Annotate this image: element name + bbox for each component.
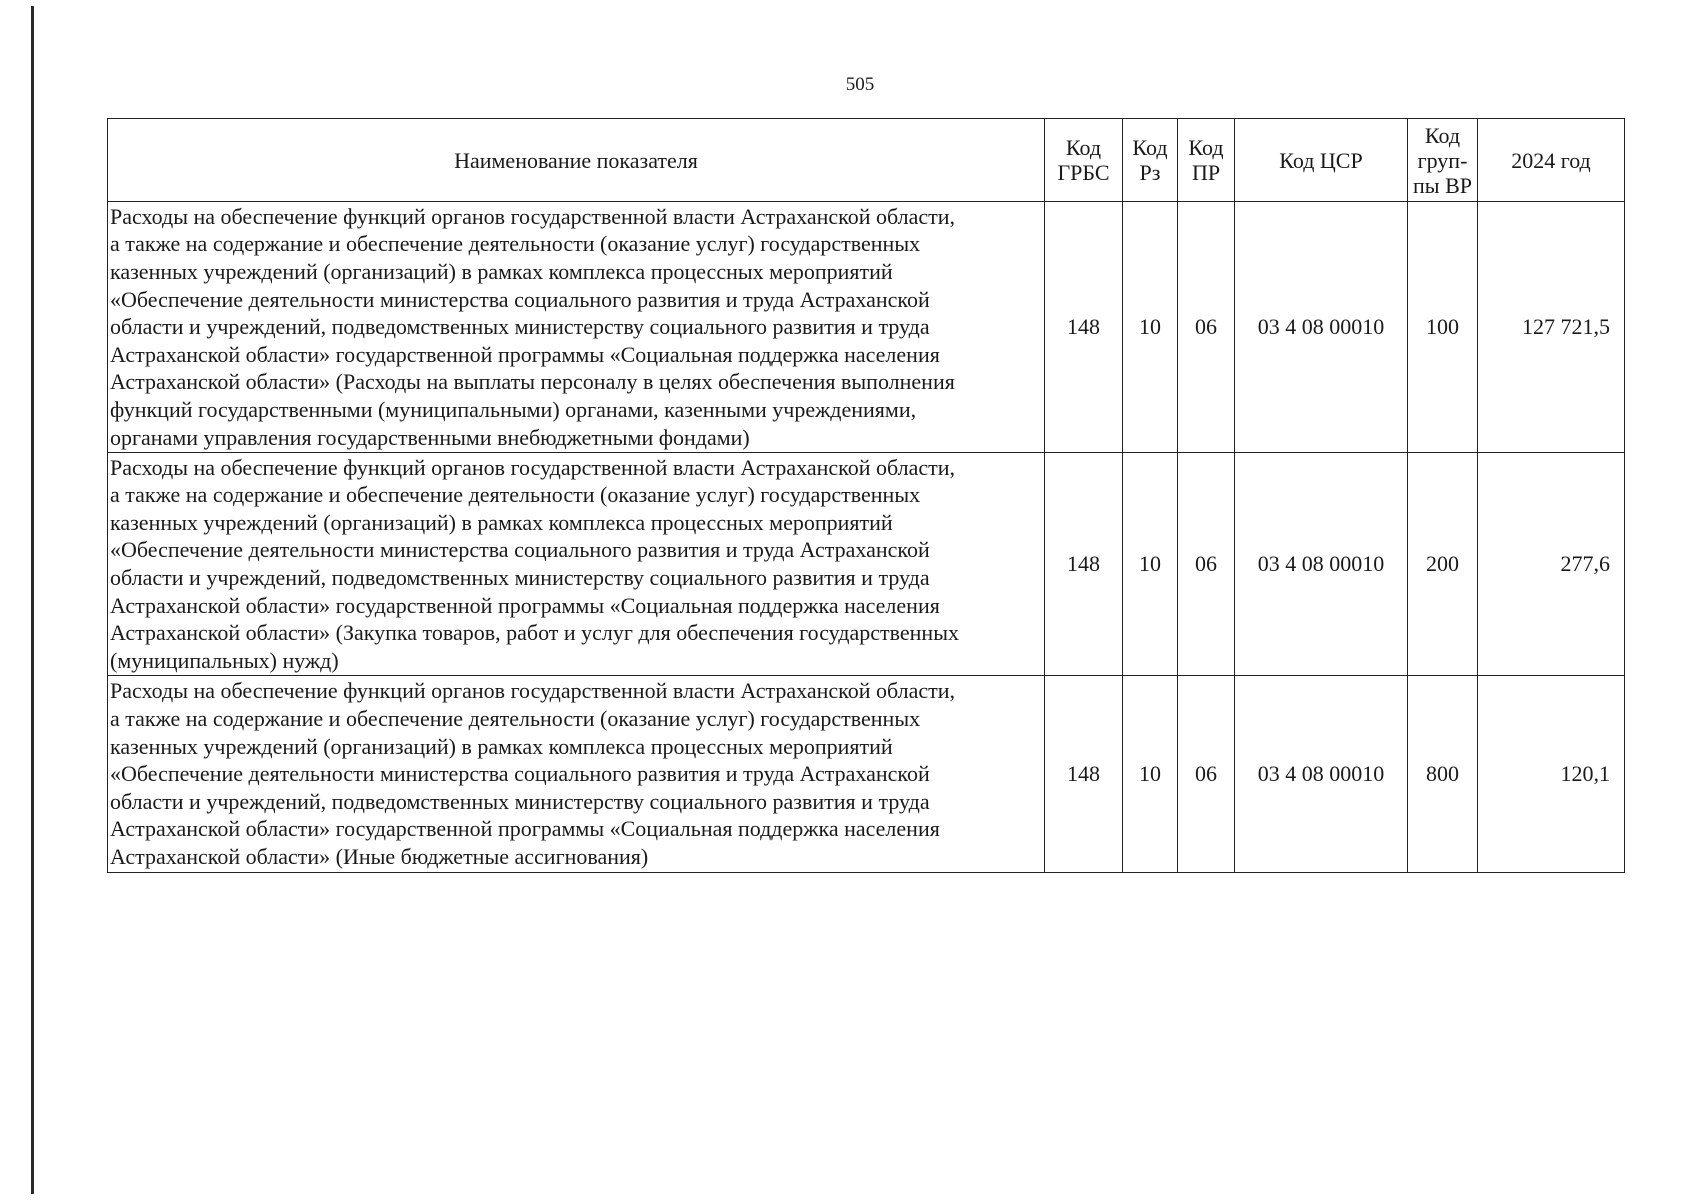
table-row [108, 676, 1625, 873]
header-csr-code: Код ЦСР [1235, 119, 1408, 202]
indicator-name-cell: Расходы на обеспечение функций органов государственной власти Астраханской области, а также на содержание и обеспечение деятельности (оказание услуг) государственных казенных учреждений (организаций) в рамках комплекса процессных мероприятий «Обеспечение деятельности министерства социального развития и труда Астраханской области и учреждений, подведомственных министерству социального развития и труда Астраханской области» государственной программы «Социальная поддержка населения Астраханской области» (Иные бюджетные ассигнования) [108, 676, 1045, 873]
csr-code-cell: 03 4 08 00010 [1235, 453, 1408, 676]
header-indicator-name: Наименование показателя [108, 119, 1045, 202]
pr-code-cell: 06 [1178, 676, 1235, 873]
grbs-code-cell: 148 [1045, 202, 1123, 453]
page-number: 505 [845, 74, 875, 95]
table-header-row [108, 119, 1625, 202]
header-grbs-code: Код ГРБС [1045, 119, 1123, 202]
table-row [108, 202, 1625, 453]
grbs-code-cell: 148 [1045, 453, 1123, 676]
amount-cell: 127 721,5 [1478, 202, 1625, 453]
header-rz-code: Код Рз [1123, 119, 1178, 202]
rz-code-cell: 10 [1123, 453, 1178, 676]
grbs-code-cell: 148 [1045, 676, 1123, 873]
budget-table [107, 118, 1625, 873]
indicator-name-cell: Расходы на обеспечение функций органов государственной власти Астраханской области, а также на содержание и обеспечение деятельности (оказание услуг) государственных казенных учреждений (организаций) в рамках комплекса процессных мероприятий «Обеспечение деятельности министерства социального развития и труда Астраханской области и учреждений, подведомственных министерству социального развития и труда Астраханской области» государственной программы «Социальная поддержка населения Астраханской области» (Расходы на выплаты персоналу в целях обеспечения выполнения функций государственными (муниципальными) органами, казенными учреждениями, органами управления государственными внебюджетными фондами) [108, 202, 1045, 453]
vr-code-cell: 200 [1408, 453, 1478, 676]
indicator-name-cell: Расходы на обеспечение функций органов государственной власти Астраханской области, а также на содержание и обеспечение деятельности (оказание услуг) государственных казенных учреждений (организаций) в рамках комплекса процессных мероприятий «Обеспечение деятельности министерства социального развития и труда Астраханской области и учреждений, подведомственных министерству социального развития и труда Астраханской области» государственной программы «Социальная поддержка населения Астраханской области» (Закупка товаров, работ и услуг для обеспечения государственных (муниципальных) нужд) [108, 453, 1045, 676]
rz-code-cell: 10 [1123, 202, 1178, 453]
csr-code-cell: 03 4 08 00010 [1235, 676, 1408, 873]
binding-margin-line [31, 6, 34, 1194]
table-row [108, 453, 1625, 676]
pr-code-cell: 06 [1178, 453, 1235, 676]
vr-code-cell: 100 [1408, 202, 1478, 453]
amount-cell: 120,1 [1478, 676, 1625, 873]
csr-code-cell: 03 4 08 00010 [1235, 202, 1408, 453]
pr-code-cell: 06 [1178, 202, 1235, 453]
amount-cell: 277,6 [1478, 453, 1625, 676]
header-vr-code: Код груп- пы ВР [1408, 119, 1478, 202]
header-year-2024: 2024 год [1478, 119, 1625, 202]
vr-code-cell: 800 [1408, 676, 1478, 873]
rz-code-cell: 10 [1123, 676, 1178, 873]
header-pr-code: Код ПР [1178, 119, 1235, 202]
